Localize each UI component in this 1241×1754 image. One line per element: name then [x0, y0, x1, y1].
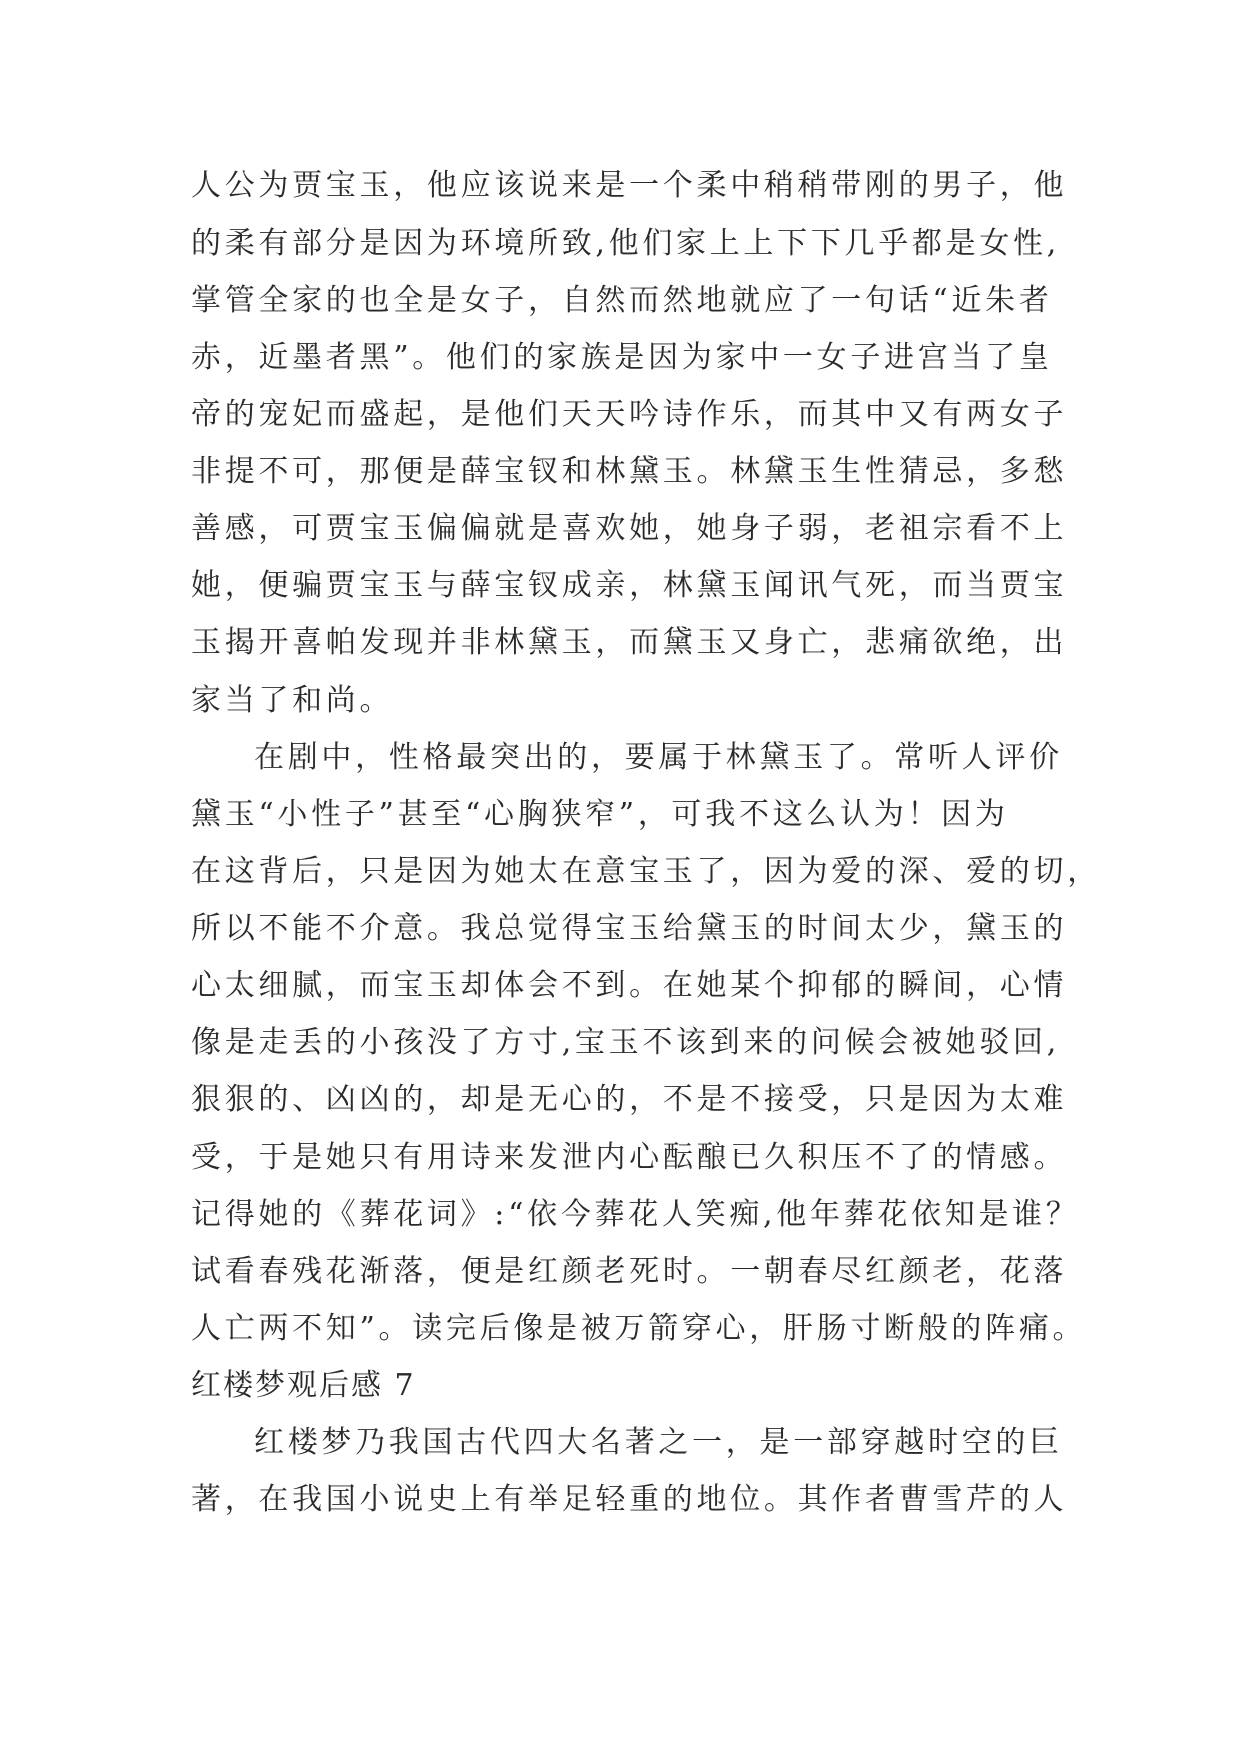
paragraph-line: 帝的宠妃而盛起，是他们天天吟诗作乐，而其中又有两女子: [191, 397, 1068, 432]
paragraph-line: 心太细腻，而宝玉却体会不到。在她某个抑郁的瞬间，心情: [191, 968, 1068, 1003]
paragraph-line: 狠狠的、凶凶的，却是无心的，不是不接受，只是因为太难: [191, 1082, 1068, 1117]
paragraph-line: 家当了和尚。: [191, 683, 394, 718]
paragraph-line: 像是走丢的小孩没了方寸,宝玉不该到来的问候会被她驳回,: [191, 1025, 1060, 1060]
paragraph-line: 记得她的《葬花词》:“依今葬花人笑痴,他年葬花依知是谁？: [191, 1197, 1080, 1232]
paragraph-line: 人亡两不知”。读完后像是被万箭穿心，肝肠寸断般的阵痛。: [191, 1311, 1087, 1346]
paragraph-line: 玉揭开喜帕发现并非林黛玉，而黛玉又身亡，悲痛欲绝，出: [191, 625, 1068, 660]
paragraph-line: 的柔有部分是因为环境所致,他们家上上下下几乎都是女性,: [191, 226, 1060, 261]
paragraph-line: 受，于是她只有用诗来发泄内心酝酿已久积压不了的情感。: [191, 1140, 1068, 1175]
paragraph-line: 在剧中，性格最突出的，要属于林黛玉了。常听人评价: [254, 740, 1063, 775]
paragraph-line: 人公为贾宝玉，他应该说来是一个柔中稍稍带刚的男子，他: [191, 168, 1068, 203]
paragraph-line: 她，便骗贾宝玉与薛宝钗成亲，林黛玉闻讯气死，而当贾宝: [191, 568, 1068, 603]
paragraph-line: 非提不可，那便是薛宝钗和林黛玉。林黛玉生性猜忌，多愁: [191, 454, 1068, 489]
paragraph-line: 掌管全家的也全是女子，自然而然地就应了一句话“近朱者: [191, 283, 1053, 318]
paragraph-line: 著，在我国小说史上有举足轻重的地位。其作者曹雪芹的人: [191, 1482, 1068, 1517]
paragraph-line: 黛玉“小性子”甚至“心胸狭窄”，可我不这么认为！因为: [191, 797, 1009, 832]
paragraph-line: 红楼梦乃我国古代四大名著之一，是一部穿越时空的巨: [254, 1425, 1063, 1460]
paragraph-line: 所以不能不介意。我总觉得宝玉给黛玉的时间太少，黛玉的: [191, 911, 1068, 946]
section-heading: 红楼梦观后感 7: [191, 1368, 416, 1403]
paragraph-line: 在这背后，只是因为她太在意宝玉了，因为爱的深、爱的切，: [191, 854, 1101, 889]
paragraph-line: 善感，可贾宝玉偏偏就是喜欢她，她身子弱，老祖宗看不上: [191, 511, 1068, 546]
paragraph-line: 试看春残花渐落，便是红颜老死时。一朝春尽红颜老，花落: [191, 1254, 1068, 1289]
paragraph-line: 赤，近墨者黑”。他们的家族是因为家中一女子进宫当了皇: [191, 340, 1053, 375]
